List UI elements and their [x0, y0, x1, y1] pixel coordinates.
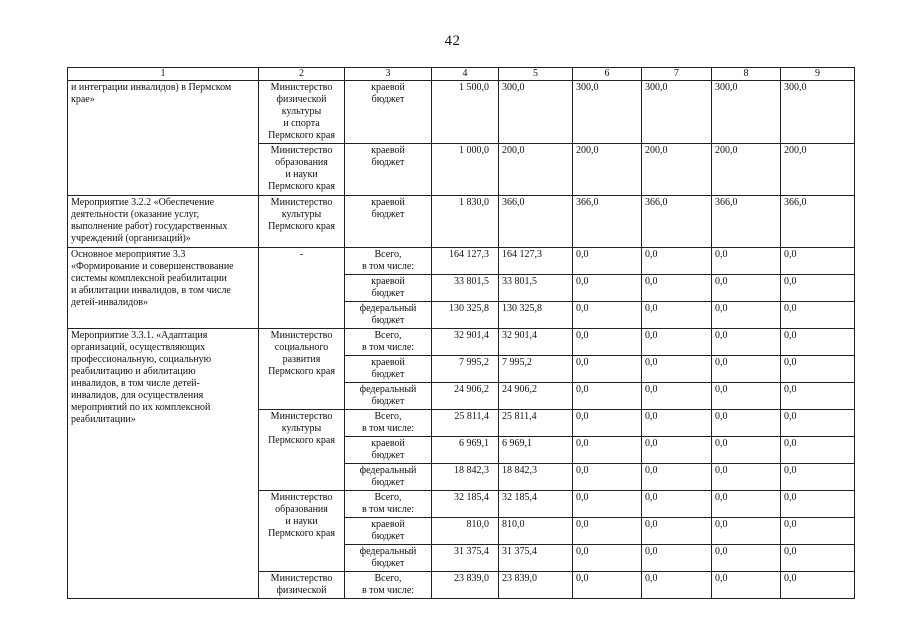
value-cell: 200,0	[499, 144, 573, 196]
column-number: 3	[345, 68, 432, 81]
executor-cell: Министерство культуры Пермского края	[259, 410, 345, 491]
value-cell: 0,0	[781, 437, 855, 464]
value-cell: 0,0	[781, 329, 855, 356]
value-cell: 0,0	[781, 383, 855, 410]
funding-source-cell: федеральный бюджет	[345, 545, 432, 572]
budget-table	[67, 67, 855, 599]
funding-source-cell: федеральный бюджет	[345, 302, 432, 329]
value-cell: 31 375,4	[432, 545, 499, 572]
value-cell: 0,0	[642, 302, 712, 329]
value-cell: 6 969,1	[499, 437, 573, 464]
value-cell: 0,0	[712, 545, 781, 572]
value-cell: 0,0	[712, 302, 781, 329]
value-cell: 0,0	[642, 248, 712, 275]
value-cell: 0,0	[781, 491, 855, 518]
value-cell: 366,0	[781, 196, 855, 248]
value-cell: 1 000,0	[432, 144, 499, 196]
value-cell: 32 901,4	[432, 329, 499, 356]
value-cell: 18 842,3	[499, 464, 573, 491]
value-cell: 0,0	[712, 437, 781, 464]
value-cell: 366,0	[499, 196, 573, 248]
value-cell: 0,0	[573, 383, 642, 410]
funding-source-cell: Всего, в том числе:	[345, 410, 432, 437]
value-cell: 0,0	[642, 329, 712, 356]
value-cell: 0,0	[712, 275, 781, 302]
value-cell: 0,0	[642, 518, 712, 545]
executor-cell: Министерство культуры Пермского края	[259, 196, 345, 248]
value-cell: 0,0	[573, 437, 642, 464]
value-cell: 32 901,4	[499, 329, 573, 356]
funding-source-cell: краевой бюджет	[345, 275, 432, 302]
value-cell: 0,0	[781, 464, 855, 491]
value-cell: 0,0	[712, 464, 781, 491]
value-cell: 0,0	[573, 410, 642, 437]
funding-source-cell: Всего, в том числе:	[345, 329, 432, 356]
column-number: 1	[68, 68, 259, 81]
value-cell: 810,0	[432, 518, 499, 545]
value-cell: 0,0	[573, 248, 642, 275]
value-cell: 300,0	[781, 81, 855, 144]
value-cell: 200,0	[642, 144, 712, 196]
activity-name: Мероприятие 3.2.2 «Обеспечение деятельности (оказание услуг, выполнение работ) государственных учреждений (организаций)»	[68, 196, 259, 248]
column-number: 6	[573, 68, 642, 81]
value-cell: 0,0	[781, 410, 855, 437]
value-cell: 33 801,5	[499, 275, 573, 302]
value-cell: 0,0	[712, 572, 781, 599]
column-number: 8	[712, 68, 781, 81]
value-cell: 1 500,0	[432, 81, 499, 144]
funding-source-cell: краевой бюджет	[345, 81, 432, 144]
value-cell: 25 811,4	[499, 410, 573, 437]
funding-source-cell: Всего, в том числе:	[345, 248, 432, 275]
value-cell: 810,0	[499, 518, 573, 545]
value-cell: 200,0	[781, 144, 855, 196]
value-cell: 0,0	[573, 302, 642, 329]
funding-source-cell: федеральный бюджет	[345, 464, 432, 491]
value-cell: 0,0	[781, 302, 855, 329]
executor-cell: Министерство социального развития Пермского края	[259, 329, 345, 410]
value-cell: 130 325,8	[499, 302, 573, 329]
value-cell: 0,0	[642, 545, 712, 572]
value-cell: 24 906,2	[499, 383, 573, 410]
executor-cell: -	[259, 248, 345, 329]
value-cell: 0,0	[573, 491, 642, 518]
value-cell: 0,0	[712, 518, 781, 545]
value-cell: 200,0	[573, 144, 642, 196]
value-cell: 7 995,2	[432, 356, 499, 383]
funding-source-cell: краевой бюджет	[345, 518, 432, 545]
value-cell: 0,0	[712, 410, 781, 437]
value-cell: 0,0	[642, 275, 712, 302]
value-cell: 0,0	[573, 464, 642, 491]
funding-source-cell: краевой бюджет	[345, 196, 432, 248]
value-cell: 200,0	[712, 144, 781, 196]
value-cell: 0,0	[712, 248, 781, 275]
executor-cell: Министерство физической культуры и спорта Пермского края	[259, 81, 345, 144]
value-cell: 366,0	[712, 196, 781, 248]
value-cell: 0,0	[642, 491, 712, 518]
activity-name: и интеграции инвалидов) в Пермском крае»	[68, 81, 259, 196]
value-cell: 23 839,0	[432, 572, 499, 599]
value-cell: 0,0	[642, 356, 712, 383]
value-cell: 300,0	[499, 81, 573, 144]
value-cell: 0,0	[712, 491, 781, 518]
value-cell: 0,0	[712, 329, 781, 356]
value-cell: 300,0	[573, 81, 642, 144]
value-cell: 164 127,3	[432, 248, 499, 275]
value-cell: 0,0	[781, 518, 855, 545]
value-cell: 6 969,1	[432, 437, 499, 464]
table-row	[68, 81, 855, 144]
value-cell: 0,0	[573, 545, 642, 572]
value-cell: 0,0	[642, 572, 712, 599]
funding-source-cell: краевой бюджет	[345, 437, 432, 464]
column-number: 5	[499, 68, 573, 81]
value-cell: 0,0	[573, 275, 642, 302]
value-cell: 366,0	[573, 196, 642, 248]
value-cell: 0,0	[781, 572, 855, 599]
executor-cell: Министерство образования и науки Пермского края	[259, 491, 345, 572]
value-cell: 0,0	[712, 356, 781, 383]
value-cell: 0,0	[781, 248, 855, 275]
value-cell: 7 995,2	[499, 356, 573, 383]
value-cell: 25 811,4	[432, 410, 499, 437]
column-number: 4	[432, 68, 499, 81]
activity-name: Основное мероприятие 3.3 «Формирование и совершенствование системы комплексной реабилитации и абилитации инвалидов, в том числе детей-инвалидов»	[68, 248, 259, 329]
value-cell: 0,0	[573, 356, 642, 383]
value-cell: 0,0	[781, 356, 855, 383]
value-cell: 1 830,0	[432, 196, 499, 248]
activity-name: Мероприятие 3.3.1. «Адаптация организаций, осуществляющих профессиональную, социальную реабилитацию и абилитацию инвалидов, в том числе детей- инвалидов, для осуществления мероприятий по их комплексной реабилитации»	[68, 329, 259, 599]
value-cell: 18 842,3	[432, 464, 499, 491]
value-cell: 0,0	[642, 437, 712, 464]
value-cell: 31 375,4	[499, 545, 573, 572]
value-cell: 0,0	[781, 545, 855, 572]
value-cell: 32 185,4	[432, 491, 499, 518]
executor-cell: Министерство физической	[259, 572, 345, 599]
value-cell: 300,0	[712, 81, 781, 144]
column-number: 9	[781, 68, 855, 81]
value-cell: 0,0	[712, 383, 781, 410]
value-cell: 24 906,2	[432, 383, 499, 410]
value-cell: 0,0	[781, 275, 855, 302]
value-cell: 300,0	[642, 81, 712, 144]
column-number: 2	[259, 68, 345, 81]
table-row	[68, 248, 855, 275]
value-cell: 33 801,5	[432, 275, 499, 302]
value-cell: 0,0	[573, 518, 642, 545]
funding-source-cell: федеральный бюджет	[345, 383, 432, 410]
value-cell: 0,0	[642, 410, 712, 437]
value-cell: 0,0	[573, 572, 642, 599]
value-cell: 23 839,0	[499, 572, 573, 599]
value-cell: 0,0	[642, 464, 712, 491]
value-cell: 130 325,8	[432, 302, 499, 329]
table-row	[68, 196, 855, 248]
page-number: 42	[444, 33, 461, 49]
value-cell: 366,0	[642, 196, 712, 248]
funding-source-cell: Всего, в том числе:	[345, 491, 432, 518]
table-row	[68, 329, 855, 356]
column-number-row	[68, 68, 855, 81]
column-number: 7	[642, 68, 712, 81]
funding-source-cell: Всего, в том числе:	[345, 572, 432, 599]
value-cell: 0,0	[642, 383, 712, 410]
value-cell: 0,0	[573, 329, 642, 356]
value-cell: 32 185,4	[499, 491, 573, 518]
funding-source-cell: краевой бюджет	[345, 144, 432, 196]
executor-cell: Министерство образования и науки Пермского края	[259, 144, 345, 196]
value-cell: 164 127,3	[499, 248, 573, 275]
funding-source-cell: краевой бюджет	[345, 356, 432, 383]
